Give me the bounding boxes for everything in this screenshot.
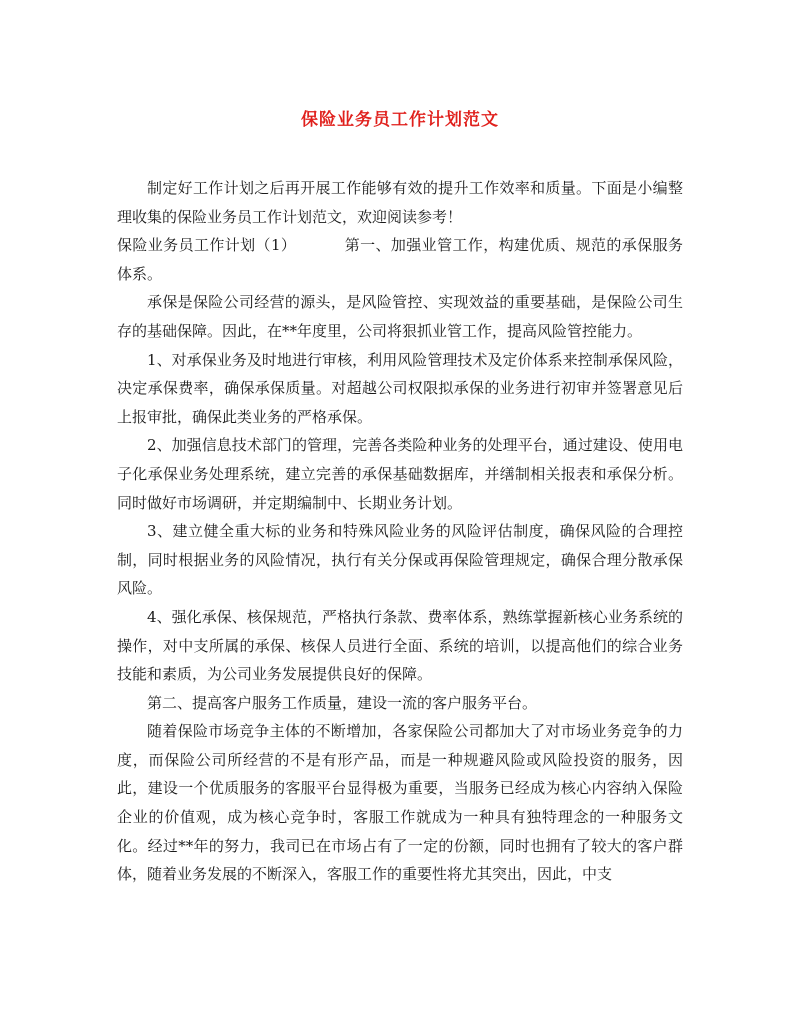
plan-heading: 保险业务员工作计划（1） bbox=[117, 236, 297, 255]
body-paragraph: 4、强化承保、核保规范，严格执行条款、费率体系，熟练掌握新核心业务系统的操作，对中支所属的承保、核保人员进行全面、系统的培训，以提高他们的综合业务技能和素质，为公司业务发展提供良好的保障。 bbox=[117, 607, 683, 684]
section-heading: 第二、提高客户服务工作质量，建设一流的客户服务平台。 bbox=[147, 693, 538, 712]
body-paragraph: 1、对承保业务及时地进行审核，利用风险管理技术及定价体系来控制承保风险，决定承保费率，确保承保质量。对超越公司权限拟承保的业务进行初审并签署意见后上报审批，确保此类业务的严格承保。 bbox=[117, 350, 683, 426]
body-paragraph: 随着保险市场竞争主体的不断增加，各家保险公司都加大了对市场业务竞争的力度，而保险公司所经营的不是有形产品，而是一种规避风险或风险投资的服务，因此，建设一个优质服务的客服平台显得极为重要，当服务已经成为核心内容纳入保险企业的价值观，成为核心竞争时，客服工作就成为一种具有独特理念的一种服务文化。经过**年的努力，我司已在市场占有了一定的份额，同时也拥有了较大的客户群体，随着业务发展的不断深入，客服工作的重要性将尤其突出，因此，中支 bbox=[117, 722, 683, 884]
body-paragraph: 承保是保险公司经营的源头，是风险管控、实现效益的重要基础，是保险公司生存的基础保障。因此，在**年度里，公司将狠抓业管工作，提高风险管控能力。 bbox=[117, 293, 683, 340]
document-page bbox=[117, 108, 683, 889]
body-paragraph: 2、加强信息技术部门的管理，完善各类险种业务的处理平台，通过建设、使用电子化承保业务处理系统，建立完善的承保基础数据库，并缮制相关报表和承保分析。同时做好市场调研，并定期编制中、长期业务计划。 bbox=[117, 436, 683, 512]
intro-paragraph: 制定好工作计划之后再开展工作能够有效的提升工作效率和质量。下面是小编整理收集的保险业务员工作计划范文，欢迎阅读参考！ bbox=[117, 179, 683, 226]
plan-heading-line bbox=[117, 231, 683, 288]
body-paragraph: 3、建立健全重大标的业务和特殊风险业务的风险评估制度，确保风险的合理控制，同时根据业务的风险情况，执行有关分保或再保险管理规定，确保合理分散承保风险。 bbox=[117, 522, 683, 598]
document-title: 保险业务员工作计划范文 bbox=[301, 110, 499, 130]
plan-first-item: 第一、加强业管工作，构建优质、规范的承保服务体系。 bbox=[117, 236, 683, 283]
